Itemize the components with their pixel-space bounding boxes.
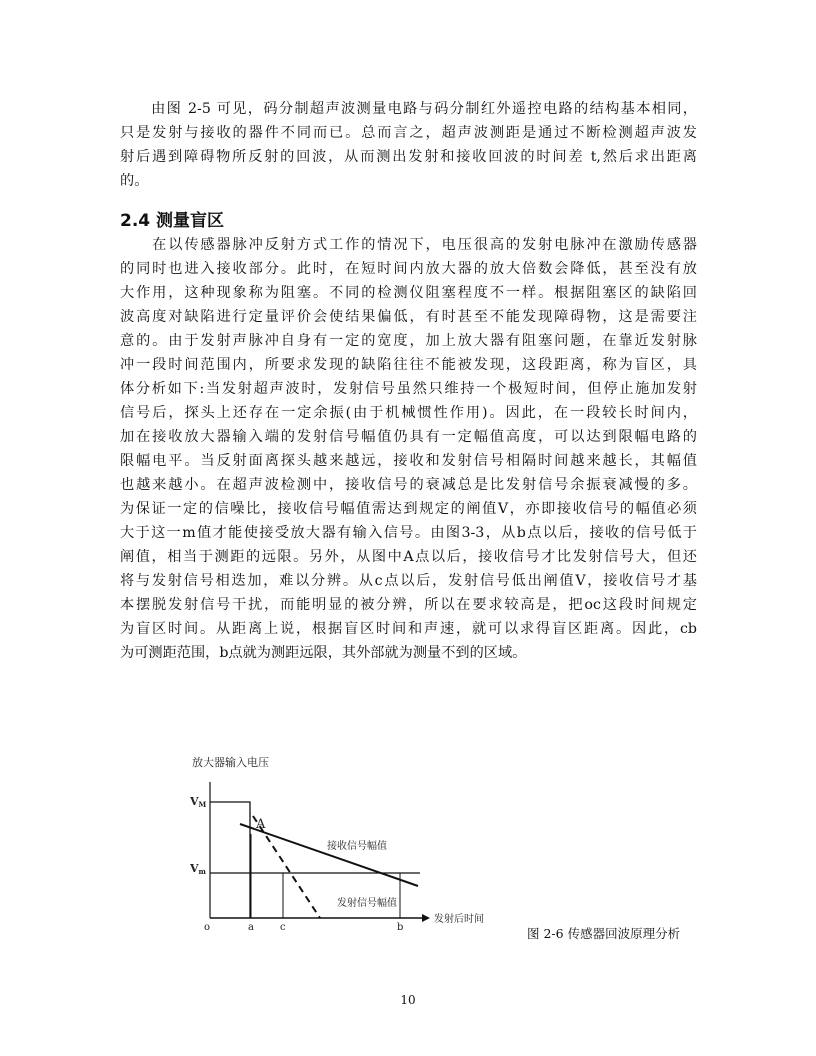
paragraph-intro: [120, 97, 697, 193]
text-line: 也越来越小。在超声波检测中，接收信号的衰减总是比发射信号余振衰减慢的多。: [120, 477, 697, 493]
received-signal-line: [240, 824, 418, 886]
point-a-label: A: [256, 817, 266, 832]
transmitted-signal-label: 发射信号幅值: [337, 898, 397, 909]
text-line: 射后遇到障碍物所反射的回波，从而测出发射和接收回波的时间差 t,然后求出距离: [120, 149, 697, 165]
transmit-limit-level: [210, 802, 250, 918]
paragraph-blind-zone: [120, 233, 697, 665]
text-line: 体分析如下:当发射超声波时，发射信号虽然只维持一个极短时间，但停止施加发射: [120, 381, 697, 397]
tick-o: o: [204, 922, 211, 933]
y-axis-label: 放大器输入电压: [192, 756, 269, 769]
text-line: 的同时也进入接收部分。此时，在短时间内放大器的放大倍数会降低，甚至没有放: [120, 261, 697, 277]
text-line: 为可测距范围，b点就为测距远限，其外部就为测量不到的区域。: [120, 645, 527, 661]
received-signal-label: 接收信号幅值: [327, 841, 387, 852]
section-heading: 2.4 测量盲区: [120, 211, 225, 231]
tick-b: b: [397, 922, 404, 933]
text-line: 在以传感器脉冲反射方式工作的情况下，电压很高的发射电脉冲在激励传感器: [120, 237, 697, 253]
vm-upper-label: VM: [190, 795, 207, 809]
text-line: 意的。由于发射声脉冲自身有一定的宽度，加上放大器有阻塞问题，在靠近发射脉: [120, 333, 697, 349]
text-line: 冲一段时间范围内，所要求发现的缺陷往往不能被发现，这段距离，称为盲区，具: [120, 357, 697, 373]
text-line: 信号后，探头上还存在一定余振(由于机械惯性作用)。因此，在一段较长时间内，: [120, 405, 697, 421]
text-line: 只是发射与接收的器件不同而已。总而言之，超声波测距是通过不断检测超声波发: [120, 125, 697, 141]
text-line: 波高度对缺陷进行定量评价会使结果偏低，有时甚至不能发现障碍物，这是需要注: [120, 309, 697, 325]
text-line: 为保证一定的信噪比，接收信号幅值需达到规定的阐值V，亦即接收信号的幅值必须: [120, 501, 697, 517]
text-line: 本摆脱发射信号干扰，而能明显的被分辨，所以在要求较高是，把oc这段时间规定: [120, 597, 697, 613]
text-line: 加在接收放大器输入端的发射信号幅值仍具有一定幅值高度，可以达到限幅电路的: [120, 429, 697, 445]
tick-c: c: [280, 922, 286, 933]
text-line: 将与发射信号相迭加，难以分辨。从c点以后，发射信号低出阐值V，接收信号才基: [120, 573, 697, 589]
text-line: 大于这一m值才能使接受放大器有输入信号。由图3-3，从b点以后，接收的信号低于: [120, 525, 697, 541]
text-line: 的。: [120, 173, 149, 189]
tick-a: a: [248, 922, 254, 933]
x-axis-arrow: [422, 914, 430, 922]
vm-lower-label: Vm: [190, 862, 206, 876]
text-line: 阐值，相当于测距的远限。另外，从图中A点以后，接收信号才比发射信号大，但还: [120, 549, 697, 565]
text-line: 大作用，这种现象称为阻塞。不同的检测仪阻塞程度不一样。根据阻塞区的缺陷回: [120, 285, 697, 301]
page-number: 10: [400, 993, 416, 1007]
figure-caption: 图 2-6 传感器回波原理分析: [527, 926, 681, 941]
text-line: 由图 2-5 可见，码分制超声波测量电路与码分制红外遥控电路的结构基本相同，: [120, 101, 697, 117]
text-line: 为盲区时间。从距离上说，根据盲区时间和声速，就可以求得盲区距离。因此，cb: [120, 621, 697, 637]
text-line: 限幅电平。当反射面离探头越来越远，接收和发射信号相隔时间越来越长，其幅值: [120, 453, 697, 469]
x-axis-label: 发射后时间: [434, 914, 484, 925]
echo-principle-figure: [190, 752, 520, 942]
